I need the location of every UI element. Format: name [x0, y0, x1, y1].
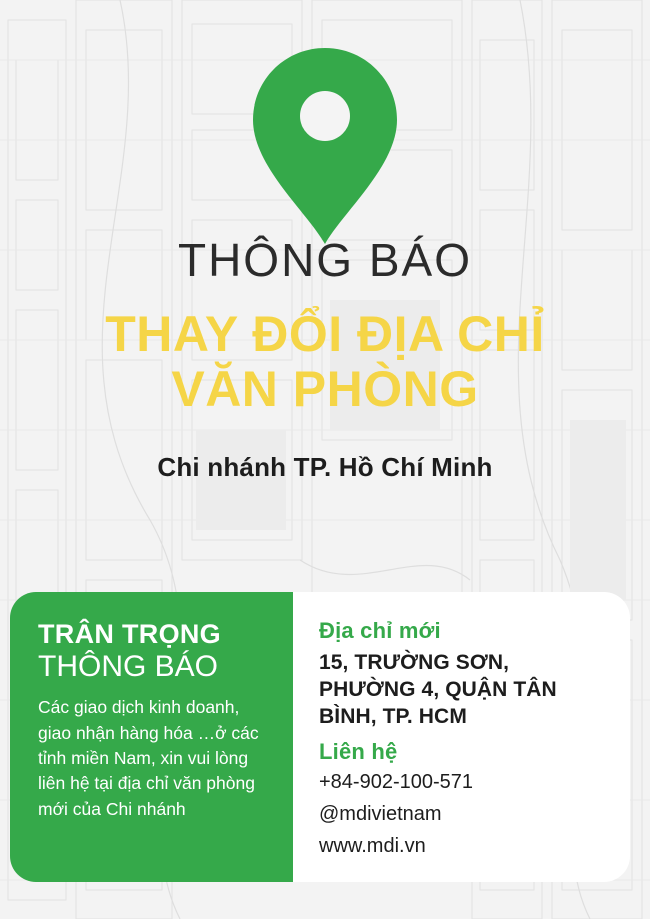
info-card	[10, 592, 630, 882]
address-line-1: 15, TRƯỜNG SƠN,	[319, 651, 510, 674]
contact-heading: Liên hệ	[319, 738, 398, 764]
headline-line-2: VĂN PHÒNG	[171, 361, 479, 418]
notice-title-bold: TRÂN TRỌNG	[38, 619, 221, 649]
address-line-3: BÌNH, TP. HCM	[319, 704, 467, 728]
phone-number[interactable]: +84-902-100-571	[319, 770, 474, 793]
notice-title-light: THÔNG BÁO	[38, 650, 219, 684]
map-pin-wrapper	[0, 46, 650, 251]
title-block	[0, 236, 650, 483]
contact-panel	[293, 592, 630, 882]
website-link[interactable]: www.mdi.vn	[319, 834, 426, 857]
headline-line-1: THAY ĐỔI ĐỊA CHỈ	[105, 306, 545, 363]
page-title: THÔNG BÁO	[177, 234, 473, 286]
map-pin-icon	[251, 46, 399, 251]
notice-body: Các giao dịch kinh doanh, giao nhận hàng hóa …ở các tỉnh miền Nam, xin vui lòng liên hệ tại địa chỉ văn phòng mới của Chi nhánh	[38, 697, 259, 819]
notice-panel	[10, 592, 293, 882]
address-heading: Địa chỉ mới	[319, 618, 441, 643]
address-line-2: PHƯỜNG 4, QUẬN TÂN	[319, 677, 557, 701]
social-handle[interactable]: @mdivietnam	[319, 802, 442, 825]
branch-subtitle: Chi nhánh TP. Hồ Chí Minh	[157, 452, 493, 483]
